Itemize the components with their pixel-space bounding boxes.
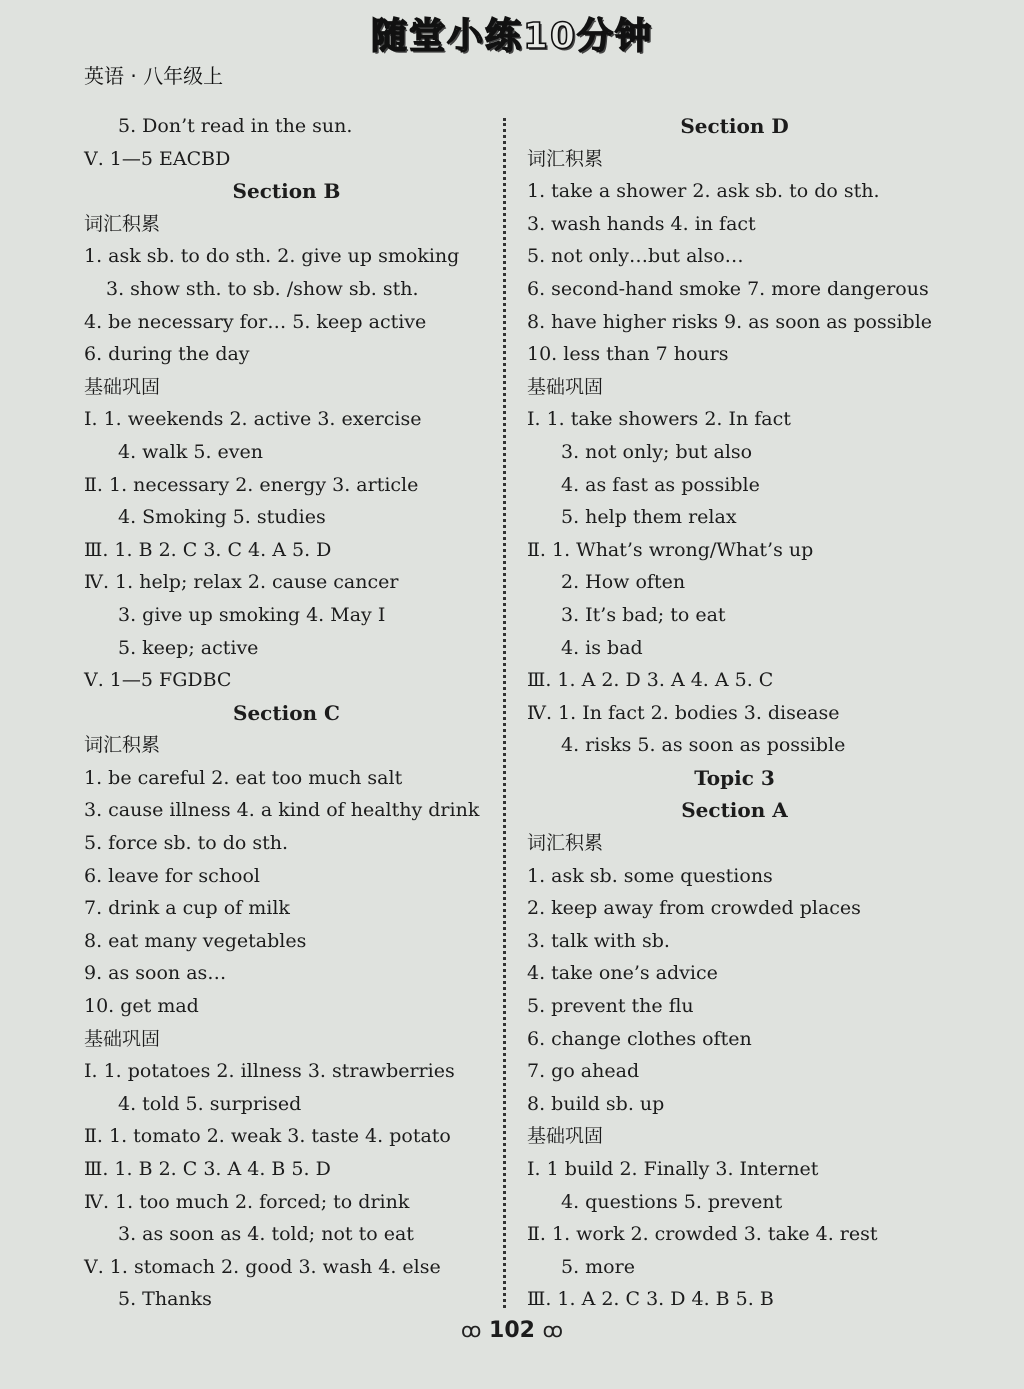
answer-line: 2. keep away from crowded places [527,897,861,920]
column-divider [503,118,506,1308]
answer-line: Ⅲ. 1. A 2. D 3. A 4. A 5. C [527,669,774,692]
answer-line: Ⅱ. 1. work 2. crowded 3. take 4. rest [527,1223,878,1246]
category-label: 词汇积累 [527,147,604,170]
answer-line: Ⅱ. 1. What’s wrong/What’s up [527,538,814,561]
answer-line: Ⅲ. 1. B 2. C 3. A 4. B 5. D [84,1158,331,1180]
category-label: 基础巩固 [527,375,604,398]
answer-line: 1. take a shower 2. ask sb. to do sth. [527,180,880,203]
answer-line: 8. build sb. up [527,1092,665,1115]
answer-line: 4. as fast as possible [561,473,760,496]
answer-line: 1. ask sb. some questions [527,864,773,887]
answer-line: Ⅰ. 1. weekends 2. active 3. exercise [84,408,422,431]
category-label: 词汇积累 [84,212,161,235]
answer-line: 10. get mad [84,995,199,1018]
answer-line: Ⅳ. 1. too much 2. forced; to drink [84,1190,410,1213]
answer-line: 6. during the day [84,343,250,366]
category-label: 基础巩固 [84,375,161,398]
answer-line: 4. take one’s advice [527,962,718,985]
answer-line: 6. second-hand smoke 7. more dangerous [527,277,929,300]
answer-line: 4. risks 5. as soon as possible [561,734,846,757]
answer-line: 2. How often [561,571,686,594]
ornament-right-icon: ꝏ [542,1318,564,1342]
answer-line: Ⅰ. 1. potatoes 2. illness 3. strawberries [84,1060,455,1083]
answer-line: 6. change clothes often [527,1027,752,1050]
answer-line: 3. talk with sb. [527,929,670,952]
answer-line: 3. show sth. to sb. /show sb. sth. [106,277,419,300]
left-column [84,110,489,1316]
answer-line: Ⅳ. 1. In fact 2. bodies 3. disease [527,701,840,724]
answer-line: 10. less than 7 hours [527,343,729,366]
answer-line: 1. be careful 2. eat too much salt [84,766,403,789]
page-number: 102 [489,1318,535,1343]
answer-line: Ⅴ. 1—5 EACBD [84,147,231,170]
answer-line: Ⅴ. 1. stomach 2. good 3. wash 4. else [84,1255,441,1278]
page-header [0,0,1024,110]
section-heading: Section D [680,114,789,138]
answer-line: Ⅳ. 1. help; relax 2. cause cancer [84,571,399,594]
answer-line: 7. go ahead [527,1060,640,1083]
answer-line: Ⅱ. 1. tomato 2. weak 3. taste 4. potato [84,1125,451,1148]
section-heading: Section C [233,700,340,725]
subject-label: 英语 · 八年级上 [84,64,224,88]
ornament-left-icon: ꝏ [460,1318,482,1342]
answer-line: 4. Smoking 5. studies [118,506,326,529]
category-label: 词汇积累 [84,734,161,757]
section-heading: Section B [232,179,341,204]
answer-line: Ⅴ. 1—5 FGDBC [84,669,232,692]
answer-line: 6. leave for school [84,864,261,887]
answer-line: 5. help them relax [561,506,737,529]
answer-line: 3. wash hands 4. in fact [527,212,756,235]
answer-line: Ⅲ. 1. A 2. C 3. D 4. B 5. B [527,1288,774,1311]
page-footer [0,1318,1024,1343]
category-label: 基础巩固 [527,1125,604,1148]
answer-line: 5. keep; active [118,636,259,659]
answer-line: 5. not only…but also… [527,245,744,268]
answer-line: 4. be necessary for… 5. keep active [84,310,427,333]
answer-line: 3. cause illness 4. a kind of healthy drink [84,799,480,822]
section-heading: Topic 3 [694,765,775,790]
right-column [527,110,942,1316]
answer-line: Ⅰ. 1 build 2. Finally 3. Internet [527,1158,819,1180]
answer-line: 7. drink a cup of milk [84,897,290,920]
category-label: 基础巩固 [84,1027,161,1050]
answer-line: 5. Thanks [118,1288,212,1311]
answer-line: 5. Don’t read in the sun. [118,115,353,137]
answer-line: 1. ask sb. to do sth. 2. give up smoking [84,245,460,268]
answer-line: 3. It’s bad; to eat [561,603,726,626]
book-title: 随堂小练10分钟 [370,16,654,57]
answer-line: 8. eat many vegetables [84,929,307,952]
answer-line: Ⅰ. 1. take showers 2. In fact [527,408,791,431]
answer-line: 8. have higher risks 9. as soon as possible [527,310,933,333]
answer-line: 3. not only; but also [561,440,753,463]
answer-line: 3. give up smoking 4. May I [118,603,386,626]
answer-line: Ⅱ. 1. necessary 2. energy 3. article [84,473,419,496]
answer-line: 4. questions 5. prevent [561,1190,783,1213]
answer-line: 9. as soon as… [84,962,227,985]
answer-line: 4. is bad [561,636,643,659]
answer-line: Ⅲ. 1. B 2. C 3. C 4. A 5. D [84,538,332,561]
answer-line: 3. as soon as 4. told; not to eat [118,1223,414,1246]
answer-line: 5. prevent the flu [527,995,694,1018]
answer-line: 5. more [561,1255,635,1278]
answer-line: 4. walk 5. even [118,440,264,463]
answer-line: 4. told 5. surprised [118,1092,302,1115]
category-label: 词汇积累 [527,832,604,855]
answer-line: 5. force sb. to do sth. [84,832,289,855]
section-heading: Section A [681,798,788,823]
